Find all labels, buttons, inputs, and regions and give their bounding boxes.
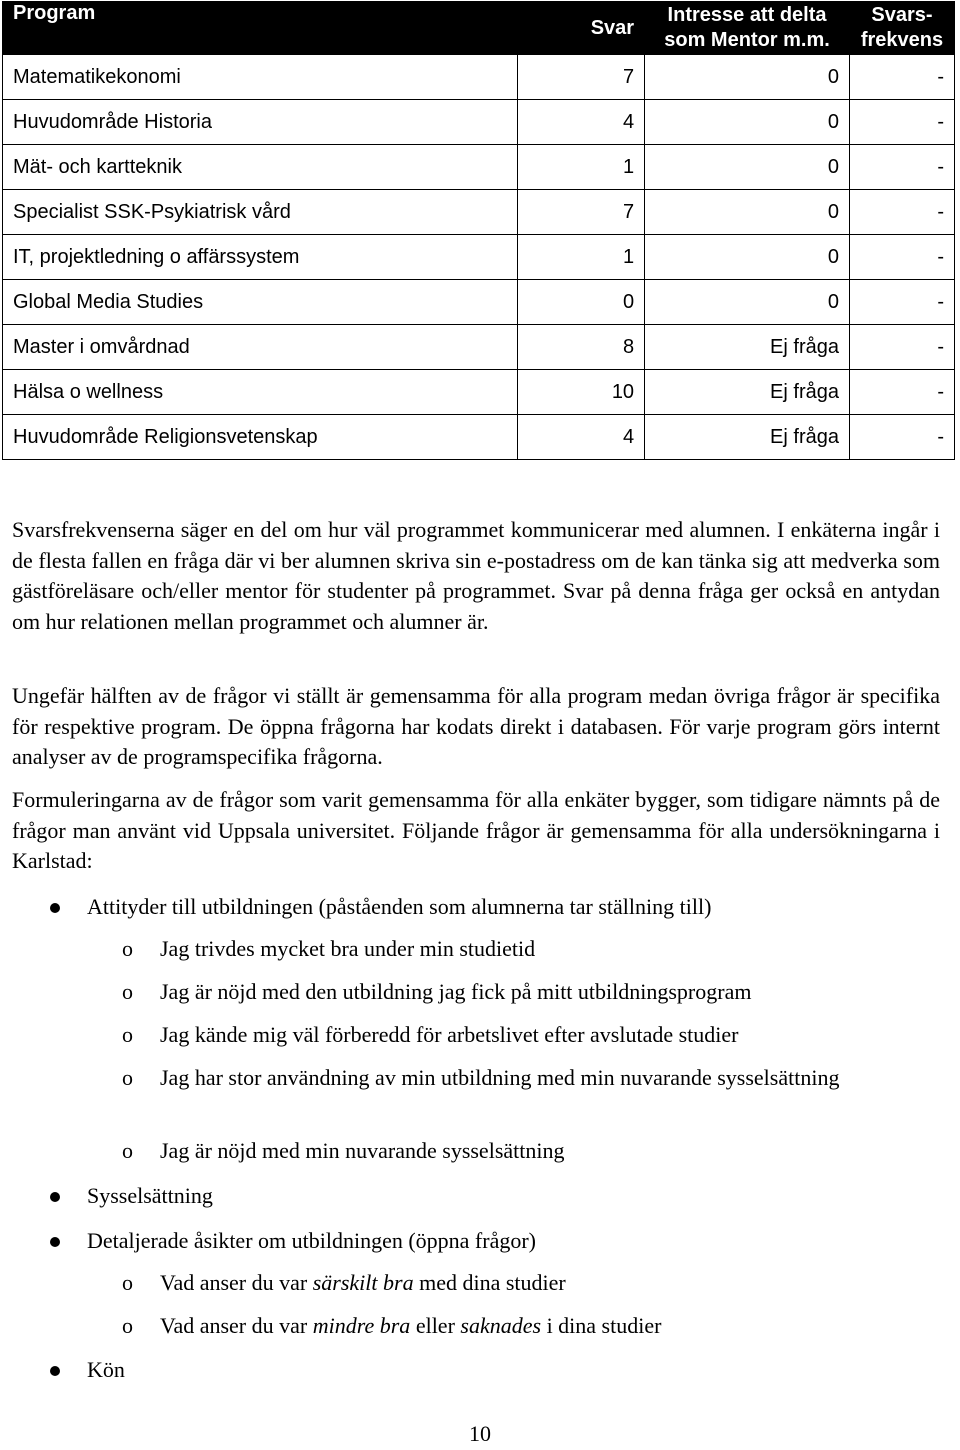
cell-frekvens: - [849,280,954,325]
bullet-icon [50,903,60,913]
cell-intresse: 0 [645,100,850,145]
paragraph-svarsfrekvens: Svarsfrekvenserna säger en del om hur väl programmet kommunicerar med alumnen. I enkäterna ingår i de flesta fallen en fråga där vi ber alumnen skriva sin e-postadress om de kan tänka sig att medverka som gästföreläsare och/eller mentor för studenter på programmet. Svar på denna fråga ger också en antydan om hur relationen mellan programmet och alumner är. [12,517,940,634]
sub-list-item: o Jag har stor användning av min utbildning med min nuvarande sysselsättning [160,1063,860,1093]
cell-program: Hälsa o wellness [3,370,518,415]
circle-bullet-icon: o [122,1138,133,1163]
sub-list-item: o Jag är nöjd med den utbildning jag fick på mitt utbildningsprogram [160,977,920,1007]
header-program: Program [3,2,518,55]
program-table [2,1,955,460]
circle-bullet-icon: o [122,1065,133,1090]
cell-program: Master i omvårdnad [3,325,518,370]
table-row [3,190,955,235]
circle-bullet-icon: o [122,979,133,1004]
cell-frekvens: - [849,145,954,190]
cell-frekvens: - [849,325,954,370]
cell-intresse: 0 [645,145,850,190]
bullet-icon [50,1192,60,1202]
bullet-icon [50,1366,60,1376]
list-item: Sysselsättning [87,1181,213,1211]
circle-bullet-icon: o [122,936,133,961]
cell-frekvens: - [849,415,954,460]
cell-intresse: 0 [645,190,850,235]
paragraph-formuleringar: Formuleringarna av de frågor som varit gemensamma för alla enkäter bygger, som tidigare nämnts på de frågor man använt vid Uppsala universitet. Följande frågor är gemensamma för alla undersökningarna i Karlstad: [12,787,940,873]
table-row [3,370,955,415]
list-item: Attityder till utbildningen (påståenden som alumnerna tar ställning till) [87,892,711,922]
table-row [3,415,955,460]
cell-frekvens: - [849,235,954,280]
cell-svar: 8 [518,325,645,370]
cell-program: Matematikekonomi [3,55,518,100]
circle-bullet-icon: o [122,1313,133,1338]
cell-program: Global Media Studies [3,280,518,325]
sub-list-item: o Vad anser du var särskilt bra med dina studier [160,1268,920,1298]
table-row [3,145,955,190]
cell-frekvens: - [849,55,954,100]
list-item: Kön [87,1355,125,1385]
sub-list-item: o Jag kände mig väl förberedd för arbetslivet efter avslutade studier [160,1020,920,1050]
bullet-icon [50,1237,60,1247]
header-svar: Svar [518,2,645,55]
cell-svar: 10 [518,370,645,415]
cell-svar: 0 [518,280,645,325]
cell-svar: 7 [518,55,645,100]
header-svarsfrekvens: Svars- frekvens [849,2,954,55]
cell-svar: 4 [518,415,645,460]
cell-intresse: Ej fråga [645,415,850,460]
table-row [3,55,955,100]
cell-svar: 1 [518,145,645,190]
sub-list-item: o Vad anser du var mindre bra eller saknades i dina studier [160,1311,920,1341]
table-row [3,325,955,370]
cell-program: Huvudområde Historia [3,100,518,145]
header-intresse: Intresse att delta som Mentor m.m. [645,2,850,55]
page-number: 10 [469,1421,491,1446]
cell-intresse: Ej fråga [645,325,850,370]
table-header-row [3,2,955,55]
cell-program: Specialist SSK-Psykiatrisk vård [3,190,518,235]
table-row [3,235,955,280]
circle-bullet-icon: o [122,1022,133,1047]
cell-intresse: 0 [645,55,850,100]
cell-program: Mät- och kartteknik [3,145,518,190]
cell-frekvens: - [849,190,954,235]
circle-bullet-icon: o [122,1270,133,1295]
list-item: Detaljerade åsikter om utbildningen (öppna frågor) [87,1226,536,1256]
cell-svar: 7 [518,190,645,235]
cell-frekvens: - [849,100,954,145]
sub-list-item: o Jag är nöjd med min nuvarande sysselsättning [160,1136,920,1166]
cell-program: Huvudområde Religionsvetenskap [3,415,518,460]
cell-svar: 1 [518,235,645,280]
cell-intresse: 0 [645,280,850,325]
cell-program: IT, projektledning o affärssystem [3,235,518,280]
paragraph-fragor: Ungefär hälften av de frågor vi ställt är gemensamma för alla program medan övriga frågor är specifika för respektive program. De öppna frågorna har kodats direkt i databasen. För varje program görs internt analyser av de programspecifika frågorna. [12,683,940,769]
cell-frekvens: - [849,370,954,415]
cell-intresse: 0 [645,235,850,280]
cell-svar: 4 [518,100,645,145]
cell-intresse: Ej fråga [645,370,850,415]
sub-list-item: o Jag trivdes mycket bra under min studietid [160,934,920,964]
table-row [3,100,955,145]
table-row [3,280,955,325]
